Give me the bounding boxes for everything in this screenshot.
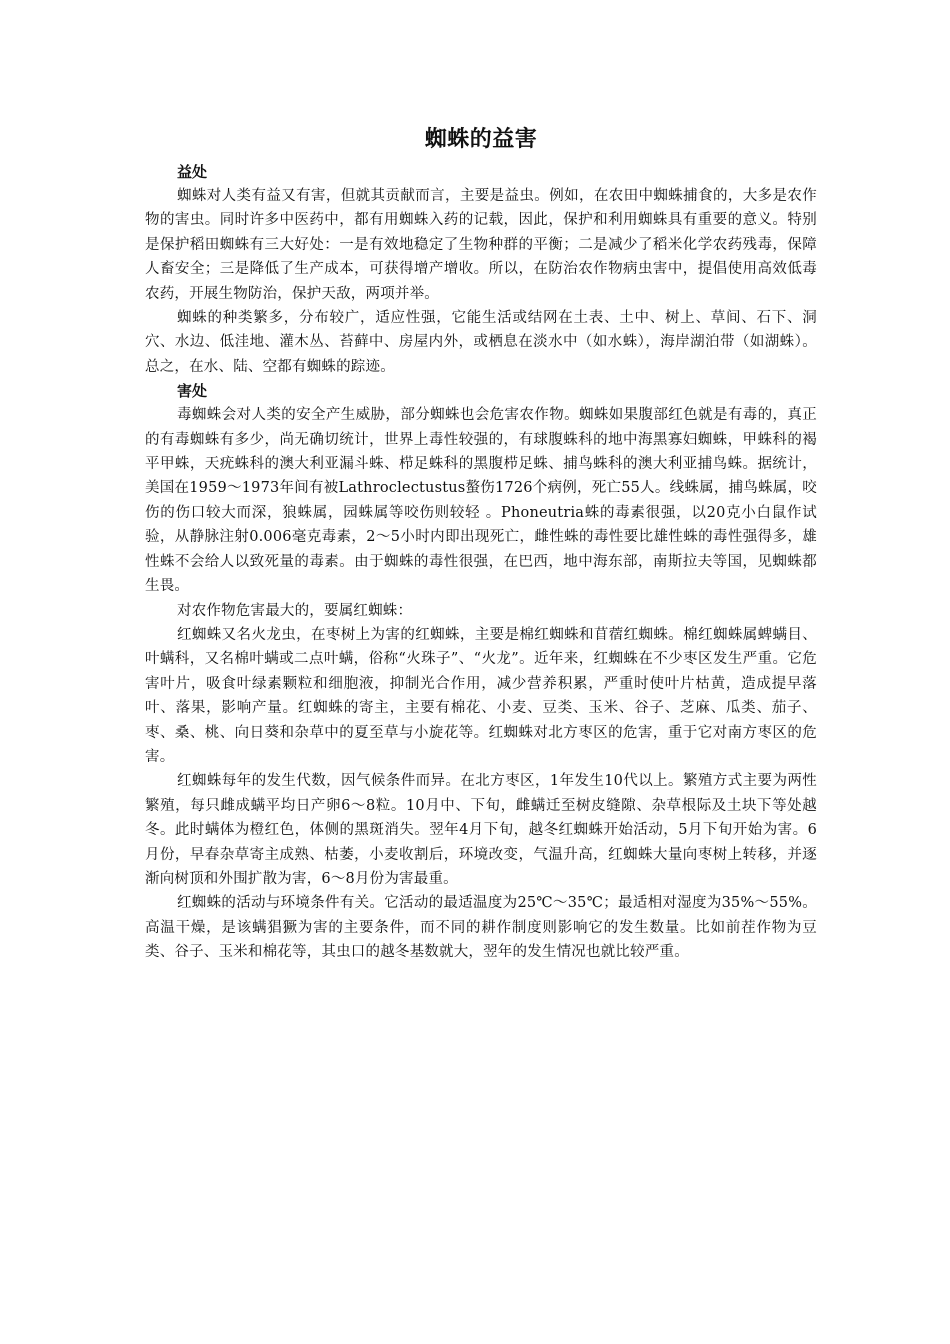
document-title: 蜘蛛的益害 [424, 126, 538, 152]
paragraph: 对农作物危害最大的，要属红蜘蛛： [177, 602, 413, 619]
section-heading-harms: 害处 [177, 382, 208, 401]
paragraph: 红蜘蛛又名火龙虫，在枣树上为害的红蜘蛛，主要是棉红蜘蛛和苜蓿红蜘蛛。棉红蜘蛛属蜱螨目、叶螨科，又名棉叶螨或二点叶螨，俗称“火珠子”、“火龙”。近年来，红蜘蛛在不少枣区发生严重。它危害叶片，吸食叶绿素颗粒和细胞液，抑制光合作用，减少营养积累，严重时使叶片枯黄，造成提早落叶、落果，影响产量。红蜘蛛的寄主，主要有棉花、小麦、豆类、玉米、谷子、芝麻、瓜类、茄子、枣、桑、桃、向日葵和杂草中的夏至草与小旋花等。红蜘蛛对北方枣区的危害，重于它对南方枣区的危害。 [145, 626, 817, 765]
section-harms [145, 379, 817, 964]
paragraph: 红蜘蛛的活动与环境条件有关。它活动的最适温度为25℃～35℃；最适相对湿度为35%～55%。高温干燥，是该螨猖獗为害的主要条件，而不同的耕作制度则影响它的发生数量。比如前茬作物为豆类、谷子、玉米和棉花等，其虫口的越冬基数就大，翌年的发生情况也就比较严重。 [145, 895, 817, 961]
section-benefits [145, 160, 817, 379]
paragraph: 蜘蛛对人类有益又有害，但就其贡献而言，主要是益虫。例如，在农田中蜘蛛捕食的，大多是农作物的害虫。同时许多中医药中，都有用蜘蛛入药的记载，因此，保护和利用蜘蛛具有重要的意义。特别是保护稻田蜘蛛有三大好处：一是有效地稳定了生物种群的平衡；二是减少了稻米化学农药残毒，保障人畜安全；三是降低了生产成本，可获得增产增收。所以，在防治农作物病虫害中，提倡使用高效低毒农药，开展生物防治，保护天敌，两项并举。 [145, 188, 817, 302]
paragraph: 毒蜘蛛会对人类的安全产生威胁，部分蜘蛛也会危害农作物。蜘蛛如果腹部红色就是有毒的，真正的有毒蜘蛛有多少，尚无确切统计，世界上毒性较强的，有球腹蛛科的地中海黑寡妇蜘蛛，甲蛛科的褐平甲蛛，天疣蛛科的澳大利亚漏斗蛛、栉足蛛科的黑腹栉足蛛、捕鸟蛛科的澳大利亚捕鸟蛛。据统计，美国在1959～1973年间有被Lathroclectustus螯伤1726个病例，死亡55人。线蛛属，捕鸟蛛属，咬伤的伤口较大而深，狼蛛属，园蛛属等咬伤则较轻 。Phoneutria蛛的毒素很强，以20克小白鼠作试验，从静脉注射0.006毫克毒素，2～5小时内即出现死亡，雌性蛛的毒性要比雄性蛛的毒性强得多，雄性蛛不会给人以致死量的毒素。由于蜘蛛的毒性很强，在巴西，地中海东部，南斯拉夫等国，见蜘蛛都生畏。 [145, 407, 817, 595]
paragraph: 蜘蛛的种类繁多，分布较广，适应性强，它能生活或结网在土表、土中、树上、草间、石下、洞穴、水边、低洼地、灌木丛、苔藓中、房屋内外，或栖息在淡水中（如水蛛），海岸湖泊带（如湖蛛）。总之，在水、陆、空都有蜘蛛的踪迹。 [145, 310, 817, 375]
section-heading-benefits: 益处 [177, 163, 208, 181]
paragraph: 红蜘蛛每年的发生代数，因气候条件而异。在北方枣区，1年发生10代以上。繁殖方式主要为两性繁殖，每只雌成螨平均日产卵6～8粒。10月中、下旬，雌螨迁至树皮缝隙、杂草根际及土块下等处越冬。此时螨体为橙红色，体侧的黑斑消失。翌年4月下旬，越冬红蜘蛛开始活动，5月下旬开始为害。6月份，早春杂草寄主成熟、枯萎，小麦收割后，环境改变，气温升高，红蜘蛛大量向枣树上转移，并逐渐向树顶和外围扩散为害，6～8月份为害最重。 [145, 773, 817, 887]
document-body [145, 122, 817, 965]
